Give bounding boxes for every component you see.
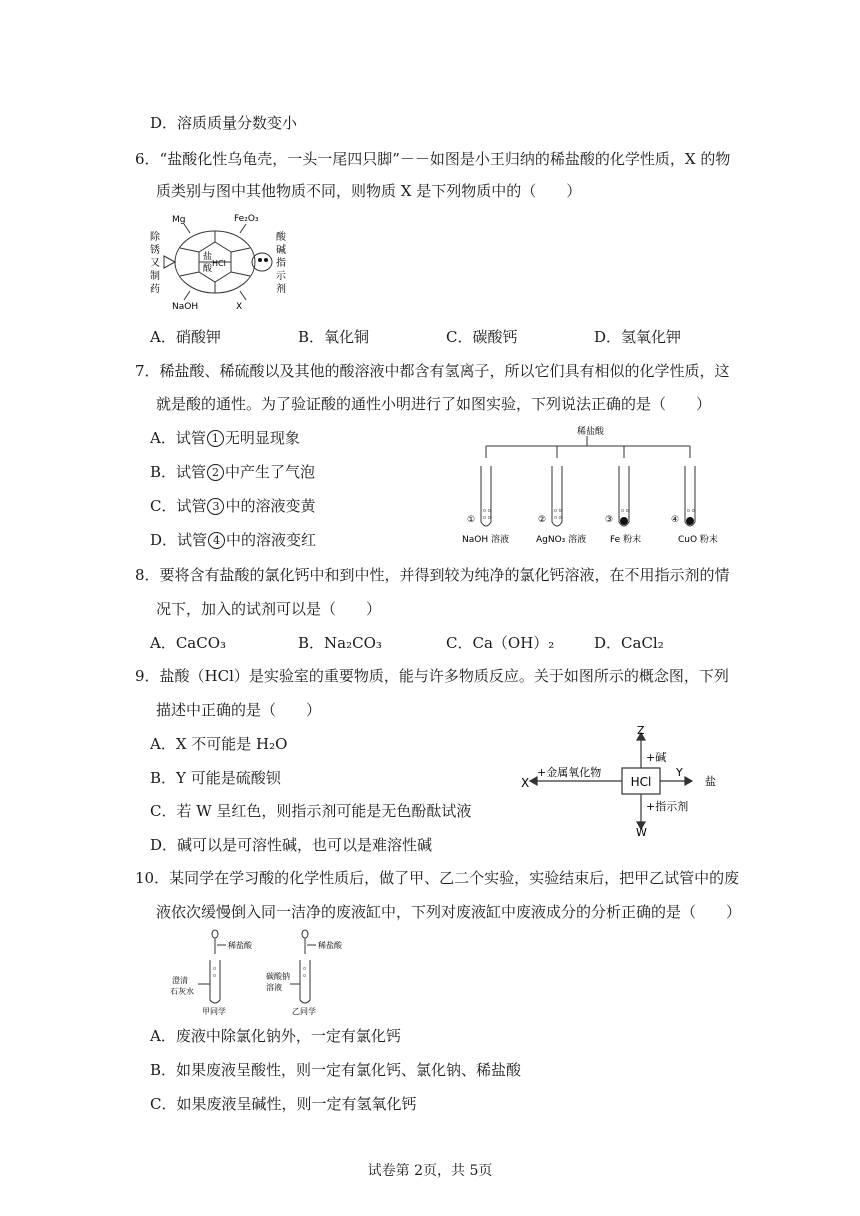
svg-text:o: o <box>213 966 217 972</box>
q7-option-c: C．试管 3 中的溶液变黄 <box>150 497 316 515</box>
q10-option-b: B．如果废液呈酸性，则一定有氯化钙、氯化钠、稀盐酸 <box>150 1061 522 1079</box>
fig10-limewater-1: 澄清 <box>172 976 188 985</box>
q6-stem-line1: 6．“盐酸化性乌龟壳，一头一尾四只脚”－－如图是小王归纳的稀盐酸的化学性质，X 的物 <box>135 150 731 168</box>
fig6-left-5: 药 <box>150 284 160 295</box>
fig6-left-3: 又 <box>150 258 160 269</box>
fig7-num-2: ② <box>538 515 547 525</box>
fig10-limewater-2: 石灰水 <box>170 987 194 996</box>
svg-text:o: o <box>303 973 307 979</box>
svg-text:o o: o o <box>554 515 562 521</box>
fig10-acid-1: 稀盐酸 <box>228 941 252 950</box>
fig10-acid-2: 稀盐酸 <box>318 941 342 950</box>
page-footer: 试卷第 2页，共 5页 <box>367 1163 493 1179</box>
svg-text:o: o <box>303 966 307 972</box>
fig6-left-2: 锈 <box>150 245 160 256</box>
fig7-num-1: ① <box>467 515 476 525</box>
svg-text:o o: o o <box>687 508 695 514</box>
q9-concept-figure <box>515 724 725 838</box>
fig6-right-3: 指 <box>276 258 286 269</box>
q6-stem-line2: 质类别与图中其他物质不同，则物质 X 是下列物质中的（ ） <box>156 182 582 200</box>
q10-option-c: C．如果废液呈碱性，则一定有氢氧化钙 <box>150 1095 417 1113</box>
q9-stem-line1: 9．盐酸（HCl）是实验室的重要物质，能与许多物质反应。关于如图所示的概念图，下列 <box>135 667 729 685</box>
fig10-na2co3-1: 碳酸钠 <box>266 972 290 981</box>
fig6-right-4: 示 <box>276 271 286 282</box>
fig7-label-4: CuO 粉末 <box>678 535 718 545</box>
fig6-naoh: NaOH <box>172 302 199 312</box>
svg-text:o o: o o <box>554 508 562 514</box>
q6-option-c: C．碳酸钙 <box>446 328 518 346</box>
q10-stem-line1: 10．某同学在学习酸的化学性质后，做了甲、乙二个实验，实验结束后，把甲乙试管中的废 <box>135 869 740 887</box>
fig6-yan: 盐 <box>203 252 213 262</box>
q8-option-d: D．CaCl₂ <box>594 634 664 652</box>
q5-option-d: D．溶质质量分数变小 <box>150 114 298 132</box>
fig7-label-3: Fe 粉末 <box>610 535 642 545</box>
fig6-hcl: HCl <box>212 259 226 268</box>
q9-option-b: B．Y 可能是硫酸钡 <box>150 769 281 787</box>
q7-option-b: B．试管 2 中产生了气泡 <box>150 463 316 481</box>
fig9-x: X <box>521 776 530 790</box>
fig7-label-1: NaOH 溶液 <box>462 535 509 545</box>
q7-stem-line2: 就是酸的通性。为了验证酸的通性小明进行了如图实验，下列说法正确的是（ ） <box>156 395 712 413</box>
circled-number: 4 <box>208 532 225 549</box>
fig6-x: X <box>236 302 243 312</box>
fig6-left-1: 除 <box>150 232 160 243</box>
fig7-acid-label: 稀盐酸 <box>577 427 605 437</box>
fig9-base-label: +碱 <box>646 751 667 764</box>
fig10-caption-jia: 甲同学 <box>202 1007 226 1016</box>
fig10-caption-yi: 乙同学 <box>292 1007 316 1016</box>
q6-option-d: D．氢氧化钾 <box>594 328 682 346</box>
fig6-mg: Mg <box>172 215 186 225</box>
fig6-suan: 酸 <box>203 264 213 274</box>
fig7-num-4: ④ <box>671 515 680 525</box>
fig9-indicator-label: +指示剂 <box>646 800 689 813</box>
q9-option-d: D．碱可以是可溶性碱，也可以是难溶性碱 <box>150 836 433 854</box>
q7-option-a: A．试管 1 无明显现象 <box>150 429 300 447</box>
q10-experiment-figure <box>168 928 368 1016</box>
q8-stem-line1: 8．要将含有盐酸的氯化钙中和到中性，并得到较为纯净的氯化钙溶液，在不用指示剂的情 <box>135 566 730 584</box>
svg-text:o: o <box>213 973 217 979</box>
q9-option-c: C．若 W 呈红色，则指示剂可能是无色酚酞试液 <box>150 802 472 820</box>
fig6-right-1: 酸 <box>276 232 286 243</box>
fig6-left-4: 制 <box>150 271 160 282</box>
fig6-right-5: 剂 <box>276 284 286 295</box>
fig9-z: Z <box>637 724 645 737</box>
circled-number: 3 <box>207 498 224 515</box>
fig9-hcl: HCl <box>630 775 652 789</box>
q7-test-tube-figure <box>452 422 722 548</box>
svg-text:o o: o o <box>621 508 629 514</box>
q8-option-b: B．Na₂CO₃ <box>298 634 382 652</box>
svg-text:o o: o o <box>483 508 491 514</box>
fig9-y: Y <box>676 766 683 779</box>
fig9-metal-oxide-label: +金属氧化物 <box>537 766 602 779</box>
fig10-na2co3-2: 溶液 <box>266 983 282 992</box>
q6-turtle-figure <box>150 208 290 313</box>
fig7-num-3: ③ <box>605 515 614 525</box>
fig6-right-2: 碱 <box>276 245 286 256</box>
q7-stem-line1: 7．稀盐酸、稀硫酸以及其他的酸溶液中都含有氢离子，所以它们具有相似的化学性质，这 <box>135 362 730 380</box>
q10-stem-line2: 液依次缓慢倒入同一洁净的废液缸中，下列对废液缸中废液成分的分析正确的是（ ） <box>156 903 742 921</box>
q8-option-a: A．CaCO₃ <box>150 634 227 652</box>
q9-stem-line2: 描述中正确的是（ ） <box>156 701 322 719</box>
fig9-salt-label: 盐 <box>705 775 716 788</box>
q9-option-a: A．X 不可能是 H₂O <box>150 735 288 753</box>
q6-option-a: A．硝酸钾 <box>150 328 221 346</box>
q6-option-b: B．氧化铜 <box>298 328 370 346</box>
circled-number: 2 <box>207 464 224 481</box>
q8-stem-line2: 况下，加入的试剂可以是（ ） <box>156 600 382 618</box>
q10-option-a: A．废液中除氯化钠外，一定有氯化钙 <box>150 1027 401 1045</box>
fig9-w: W <box>636 826 647 838</box>
fig6-fe2o3: Fe₂O₃ <box>234 214 259 224</box>
q7-option-d: D．试管 4 中的溶液变红 <box>150 531 317 549</box>
q8-option-c: C．Ca（OH）₂ <box>446 634 555 652</box>
svg-text:o o: o o <box>483 515 491 521</box>
fig7-label-2: AgNO₃ 溶液 <box>536 535 587 545</box>
circled-number: 1 <box>207 430 224 447</box>
